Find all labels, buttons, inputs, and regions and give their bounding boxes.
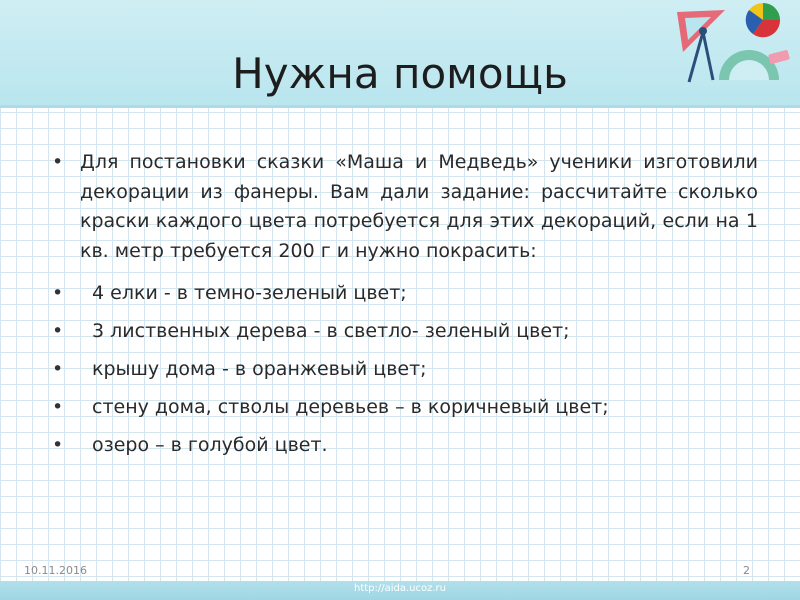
bullet-item: • 3 лиственных дерева - в светло- зеленый цвет; — [50, 312, 758, 350]
page-number: 2 — [743, 564, 750, 577]
slide-date: 10.11.2016 — [24, 564, 87, 577]
bullet-list — [50, 148, 758, 464]
pie-chart-icon — [746, 3, 780, 37]
footer-url: http://aida.ucoz.ru — [353, 583, 447, 594]
bullet-item: • 4 елки - в темно-зеленый цвет; — [50, 274, 758, 312]
bullet-item: • крышу дома - в оранжевый цвет; — [50, 350, 758, 388]
slide-content — [50, 148, 758, 464]
bullet-item: • стену дома, стволы деревьев – в коричневый цвет; — [50, 388, 758, 426]
bullet-item: • озеро – в голубой цвет. — [50, 426, 758, 464]
bullet-task-description: • Для постановки сказки «Маша и Медведь» ученики изготовили декорации из фанеры. Вам дали задание: рассчитайте сколько краски каждого цвета потребуется для этих декораций, если на 1 кв. метр требуется 200 г и нужно покрасить: — [50, 148, 758, 266]
slide-title: Нужна помощь — [232, 49, 568, 98]
